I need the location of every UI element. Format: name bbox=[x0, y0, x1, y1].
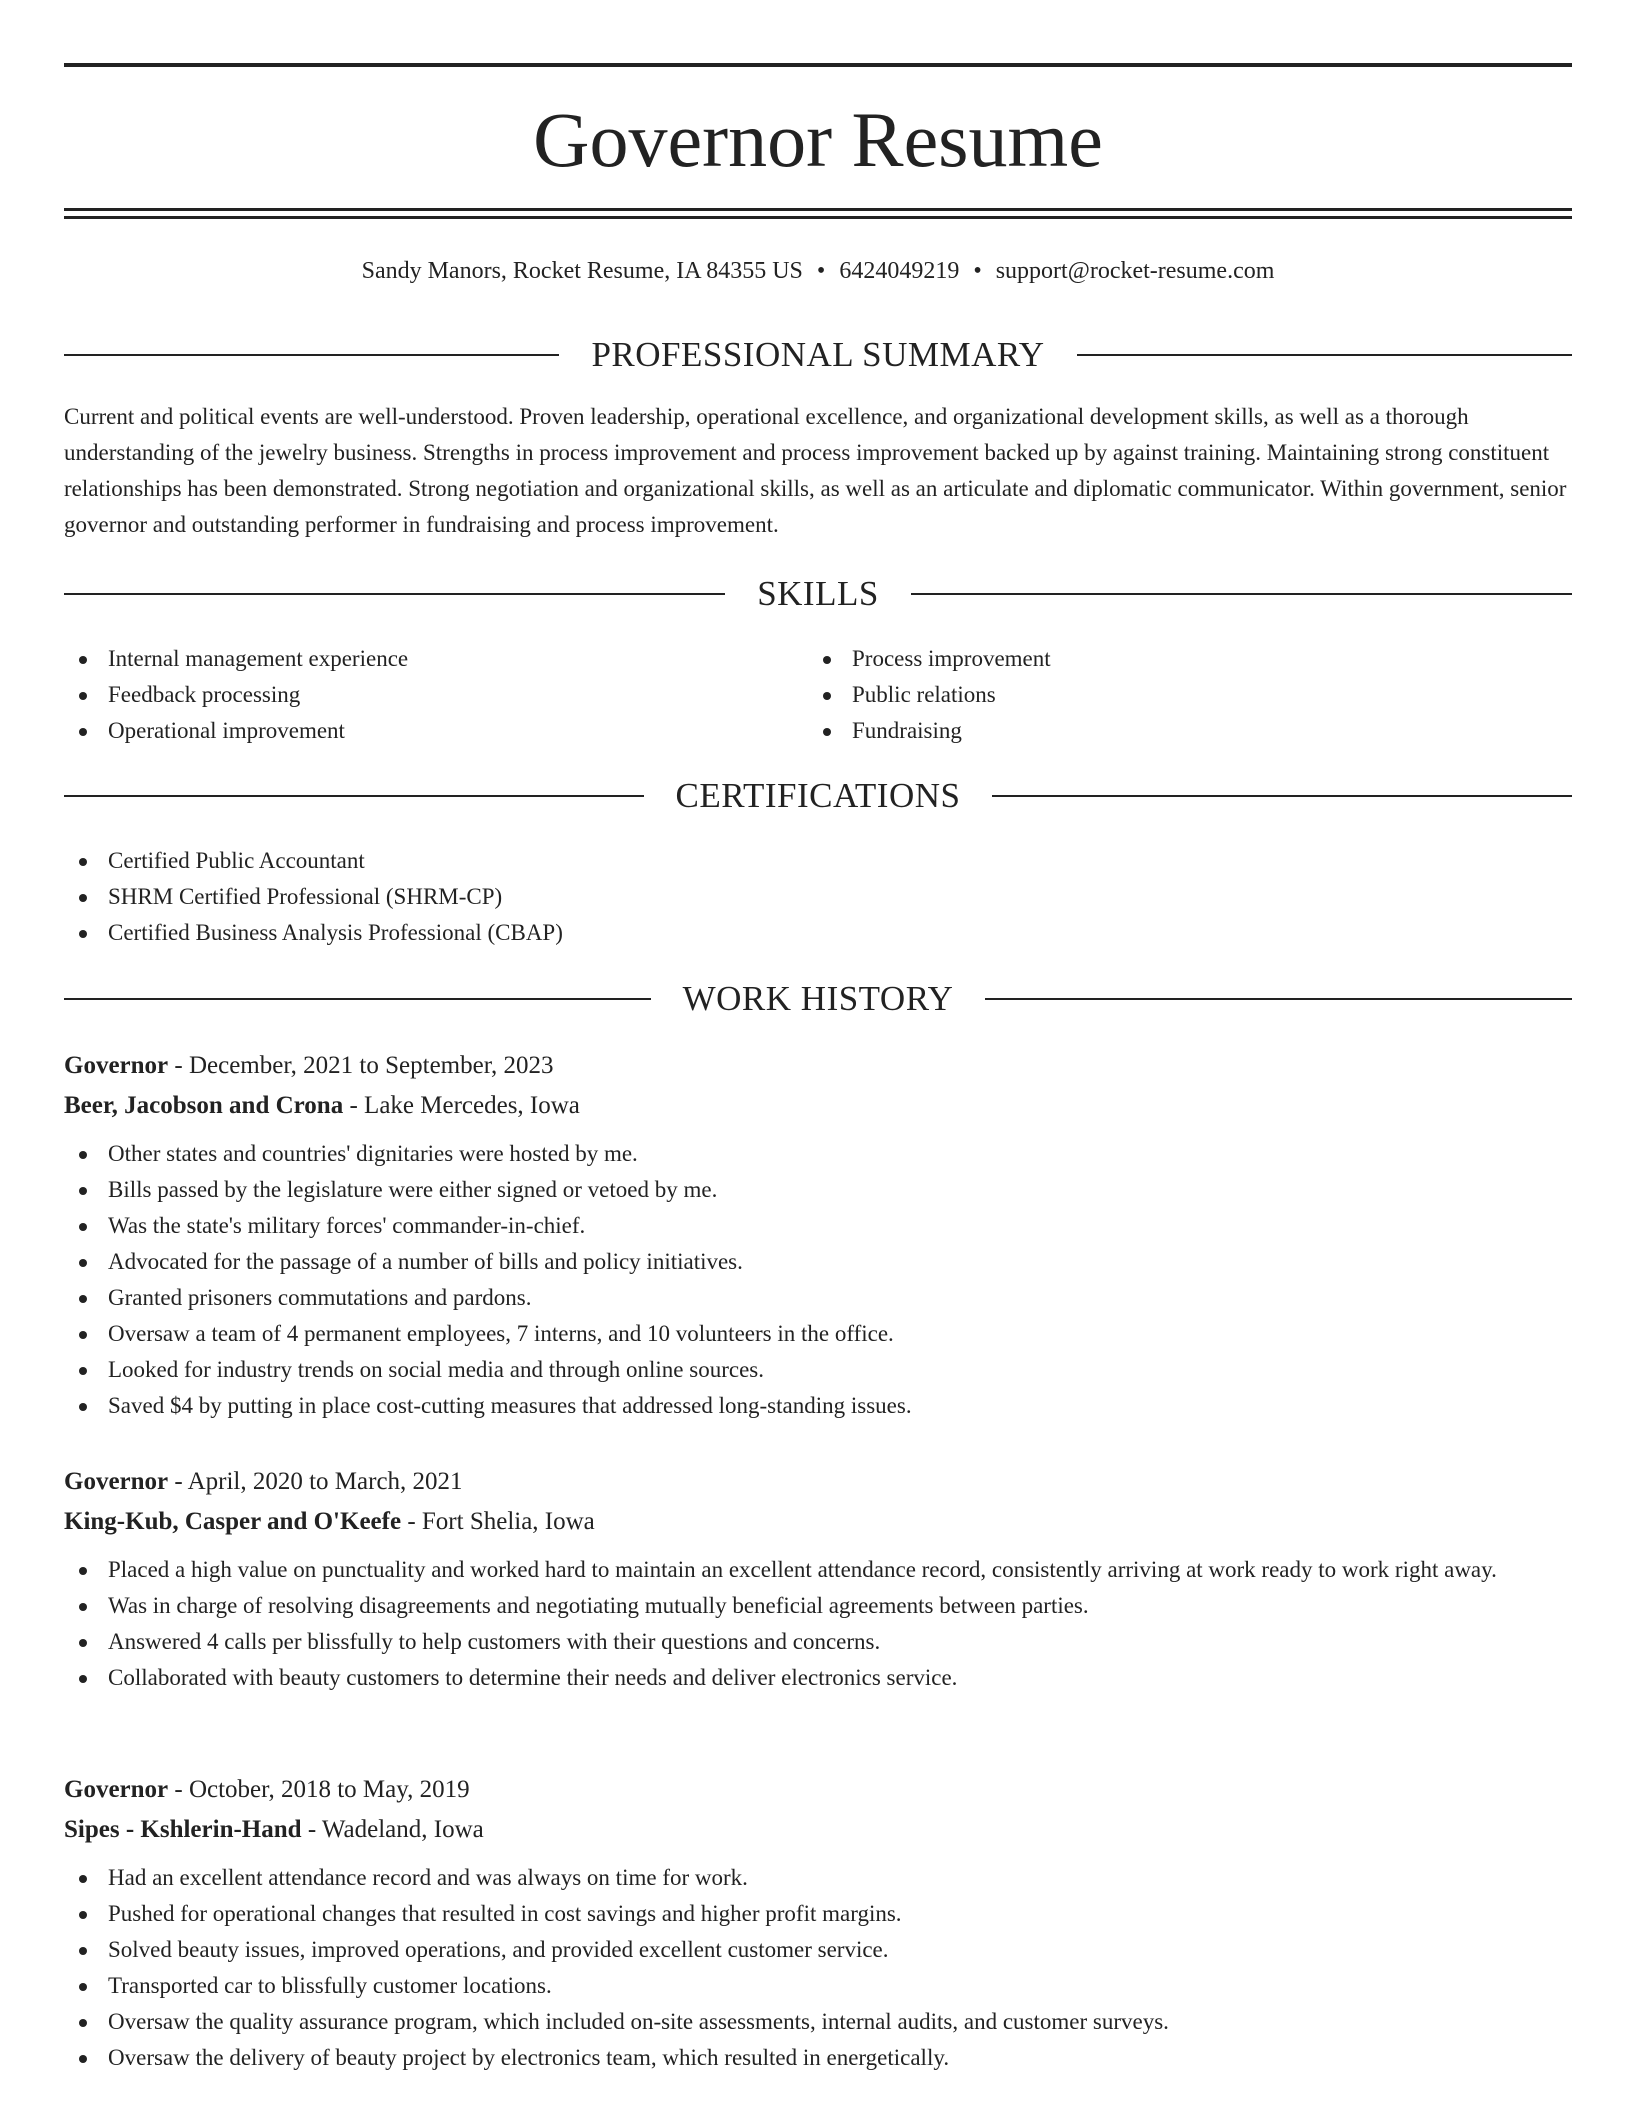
section-heading-label: PROFESSIONAL SUMMARY bbox=[591, 335, 1045, 374]
skills-right-column bbox=[808, 641, 1552, 749]
certification-item: Certified Public Accountant bbox=[64, 843, 1572, 879]
section-heading-label: WORK HISTORY bbox=[682, 979, 954, 1018]
job-company-line bbox=[64, 1086, 1572, 1126]
contact-email: support@rocket-resume.com bbox=[995, 258, 1275, 284]
job-entry bbox=[64, 1770, 1572, 2076]
heading-rule bbox=[1077, 354, 1572, 356]
contact-address: Sandy Manors, Rocket Resume, IA 84355 US bbox=[361, 258, 803, 284]
skill-item: Fundraising bbox=[808, 713, 1552, 749]
job-title: Governor bbox=[64, 1468, 169, 1495]
job-role-line bbox=[64, 1462, 1572, 1502]
section-heading-certifications bbox=[64, 776, 1572, 816]
contact-separator: • bbox=[973, 258, 982, 284]
job-location: - Fort Shelia, Iowa bbox=[401, 1508, 595, 1535]
job-bullet: Answered 4 calls per blissfully to help customers with their questions and concerns. bbox=[64, 1624, 1572, 1660]
job-bullet: Was in charge of resolving disagreements and negotiating mutually beneficial agreements between parties. bbox=[64, 1588, 1572, 1624]
certifications-list bbox=[64, 843, 1572, 951]
job-bullet: Saved $4 by putting in place cost-cutting measures that addressed long-standing issues. bbox=[64, 1388, 1572, 1424]
job-bullet: Oversaw a team of 4 permanent employees, 7 interns, and 10 volunteers in the office. bbox=[64, 1316, 1572, 1352]
section-heading-label: SKILLS bbox=[757, 574, 879, 613]
heading-rule bbox=[985, 998, 1572, 1000]
job-bullet: Oversaw the quality assurance program, which included on-site assessments, internal audits, and customer surveys. bbox=[64, 2004, 1572, 2040]
job-title: Governor bbox=[64, 1776, 169, 1803]
job-bullets bbox=[64, 1136, 1572, 1424]
job-dates: - April, 2020 to March, 2021 bbox=[168, 1468, 463, 1495]
heading-rule bbox=[64, 354, 559, 356]
skill-item: Process improvement bbox=[808, 641, 1552, 677]
job-company: Beer, Jacobson and Crona bbox=[64, 1092, 344, 1119]
top-rule bbox=[64, 63, 1572, 67]
job-role-line bbox=[64, 1046, 1572, 1086]
skill-item: Internal management experience bbox=[64, 641, 808, 677]
certification-item: Certified Business Analysis Professional (CBAP) bbox=[64, 915, 1572, 951]
title-rule-upper bbox=[64, 208, 1572, 211]
section-heading-work-history bbox=[64, 979, 1572, 1019]
summary-text: Current and political events are well-understood. Proven leadership, operational excellence, and organizational development skills, as well as a thorough understanding of the jewelry business. Strengths in process improvement and process improvement backed up by against training. Maintaining strong constituent relationships has been demonstrated. Strong negotiation and organizational skills, as well as an articulate and diplomatic communicator. Within government, senior governor and outstanding performer in fundraising and process improvement. bbox=[64, 404, 1567, 537]
job-role-line bbox=[64, 1770, 1572, 1810]
job-bullet: Collaborated with beauty customers to determine their needs and deliver electronics service. bbox=[64, 1660, 1572, 1696]
section-heading-summary bbox=[64, 335, 1572, 375]
contact-line bbox=[64, 254, 1572, 288]
heading-rule bbox=[992, 795, 1572, 797]
job-bullet: Looked for industry trends on social media and through online sources. bbox=[64, 1352, 1572, 1388]
contact-separator: • bbox=[816, 258, 826, 284]
heading-rule bbox=[64, 998, 651, 1000]
job-dates: - December, 2021 to September, 2023 bbox=[168, 1052, 554, 1079]
job-title: Governor bbox=[64, 1052, 169, 1079]
section-heading-label: CERTIFICATIONS bbox=[675, 776, 961, 815]
job-bullet: Granted prisoners commutations and pardons. bbox=[64, 1280, 1572, 1316]
job-bullets bbox=[64, 1860, 1572, 2076]
job-bullet: Was the state's military forces' commander-in-chief. bbox=[64, 1208, 1572, 1244]
job-company: Sipes - Kshlerin-Hand bbox=[64, 1816, 302, 1843]
job-bullets bbox=[64, 1552, 1572, 1696]
contact-phone: 6424049219 bbox=[839, 258, 960, 284]
job-bullet: Transported car to blissfully customer locations. bbox=[64, 1968, 1572, 2004]
page-title: Governor Resume bbox=[533, 96, 1103, 183]
skills-left-column bbox=[64, 641, 808, 749]
job-bullet: Oversaw the delivery of beauty project by electronics team, which resulted in energetically. bbox=[64, 2040, 1572, 2076]
job-company: King-Kub, Casper and O'Keefe bbox=[64, 1508, 402, 1535]
job-company-line bbox=[64, 1810, 1572, 1850]
heading-rule bbox=[911, 593, 1572, 595]
job-company-line bbox=[64, 1502, 1572, 1542]
heading-rule bbox=[64, 795, 644, 797]
job-location: - Wadeland, Iowa bbox=[301, 1816, 484, 1843]
section-heading-skills bbox=[64, 574, 1572, 614]
heading-rule bbox=[64, 593, 725, 595]
certification-item: SHRM Certified Professional (SHRM-CP) bbox=[64, 879, 1572, 915]
job-bullet: Solved beauty issues, improved operations, and provided excellent customer service. bbox=[64, 1932, 1572, 1968]
skill-item: Operational improvement bbox=[64, 713, 808, 749]
job-entry bbox=[64, 1462, 1572, 1696]
skill-item: Public relations bbox=[808, 677, 1552, 713]
title-rule-lower bbox=[64, 216, 1572, 219]
job-bullet: Bills passed by the legislature were either signed or vetoed by me. bbox=[64, 1172, 1572, 1208]
job-bullet: Advocated for the passage of a number of bills and policy initiatives. bbox=[64, 1244, 1572, 1280]
skill-item: Feedback processing bbox=[64, 677, 808, 713]
job-bullet: Pushed for operational changes that resulted in cost savings and higher profit margins. bbox=[64, 1896, 1572, 1932]
job-entry bbox=[64, 1046, 1572, 1424]
job-bullet: Had an excellent attendance record and was always on time for work. bbox=[64, 1860, 1572, 1896]
job-dates: - October, 2018 to May, 2019 bbox=[168, 1776, 470, 1803]
job-location: - Lake Mercedes, Iowa bbox=[343, 1092, 580, 1119]
job-bullet: Other states and countries' dignitaries were hosted by me. bbox=[64, 1136, 1572, 1172]
job-bullet: Placed a high value on punctuality and worked hard to maintain an excellent attendance record, consistently arriving at work ready to work right away. bbox=[64, 1552, 1572, 1588]
